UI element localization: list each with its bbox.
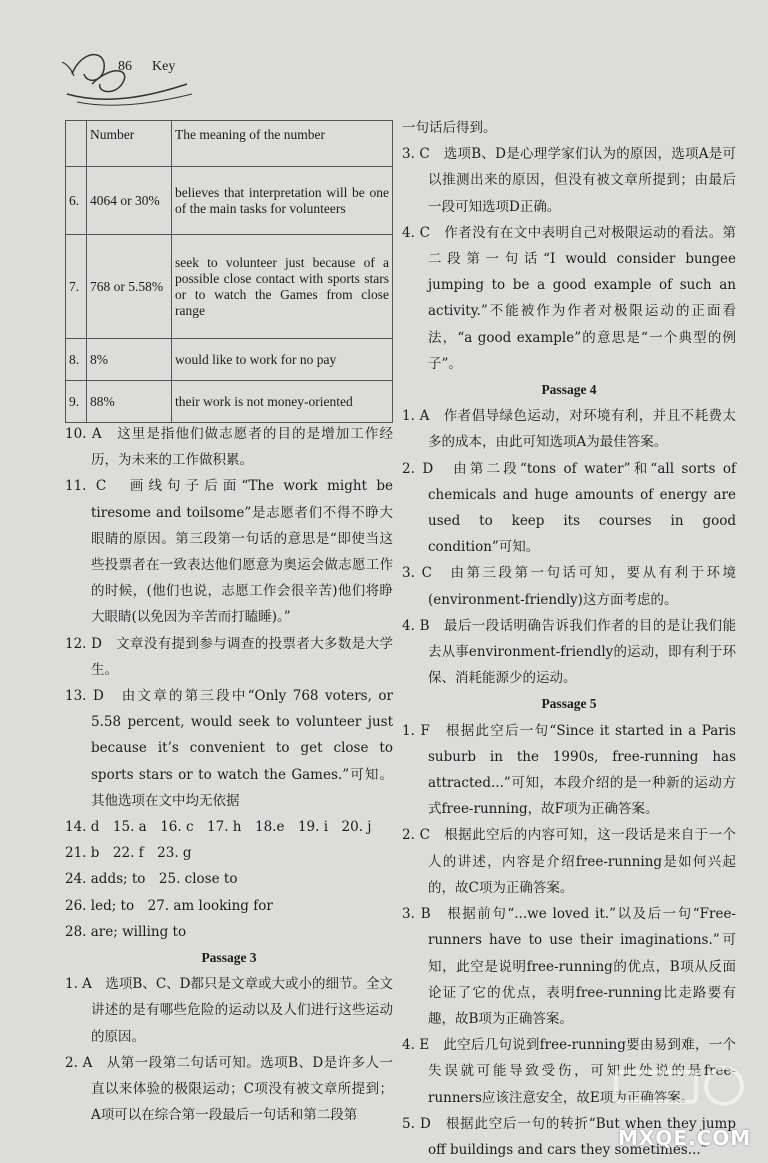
answer-item: 4. B 最后一段话明确告诉我们作者的目的是让我们能去从事environment-friendly的运动，即有利于环保、消耗能源少的运动。: [402, 617, 736, 687]
answer-item: 2. D 由第二段“tons of water”和“all sorts of chemicals and huge amounts of energy are used to keep its courses in good condition”可知。: [402, 460, 736, 556]
table-cell: their work is not money-oriented: [172, 381, 393, 423]
ornament-icon: [62, 44, 202, 114]
table-cell: 768 or 5.58%: [87, 235, 172, 339]
page-header: [62, 44, 202, 114]
table-cell: believes that interpretation will be one of the main tasks for volunteers: [172, 167, 393, 235]
answer-item: 4. C 作者没有在文中表明自己对极限运动的看法。第二段第一句话“I would consider bungee jumping to be a good example of such an activity.”不能被作为作者对极限运动的正面看法，“a good example”的意思是“一个典型的例子”。: [402, 224, 736, 372]
table-row: [66, 235, 393, 339]
answer-item: 26. led; to 27. am looking for: [65, 897, 273, 914]
passage-heading: Passage 3: [201, 950, 257, 966]
table-cell: 6.: [66, 167, 87, 235]
table-row: [66, 381, 393, 423]
answer-item: 12. D 文章没有提到参与调查的投票者大多数是大学生。: [65, 635, 393, 678]
answer-item: 11. C 画线句子后面“The work might be tiresome and toilsome”是志愿者们不得不睁大眼睛的原因。第三段第一句话的意思是“即使当这些投票者在一致表达他们愿意为奥运会做志愿工作的时候，(他们也说，志愿工作会很辛苦)他们将睁大眼睛(以免因为辛苦而打瞌睡)。”: [65, 478, 393, 626]
answer-item: 5. D 根据此空后一句的转折“But when they jump off buildings and cars they sometimes...”: [402, 1115, 736, 1158]
table-cell: 7.: [66, 235, 87, 339]
table-cell: 8.: [66, 339, 87, 381]
answer-item: 3. B 根据前句“...we loved it.”以及后一句“Free-runners have to use their imaginations.”可知，此空是说明free-running的优点，B项从反面论证了它的优点，表明free-running比走路要有趣，故B项为正确答案。: [402, 906, 736, 1027]
watermark-text: MXQE.COM: [618, 1126, 752, 1150]
table-header: The meaning of the number: [172, 121, 393, 167]
answer-item: 10. A 这里是指他们做志愿者的目的是增加工作经历，为未来的工作做积累。: [65, 426, 393, 469]
page-number: 86: [118, 59, 132, 74]
answer-item: 一句话后得到。: [402, 120, 497, 136]
passage-heading: Passage 4: [541, 382, 597, 398]
table-cell: [66, 121, 87, 167]
answer-item: 14. d 15. a 16. c 17. h 18.e 19. i 20. j: [65, 819, 372, 836]
table-cell: would like to work for no pay: [172, 339, 393, 381]
answer-item: 24. adds; to 25. close to: [65, 871, 238, 888]
table-cell: 8%: [87, 339, 172, 381]
table-row: [66, 167, 393, 235]
table-cell: 88%: [87, 381, 172, 423]
table-header-row: [66, 121, 393, 167]
answer-item: 4. E 此空后几句说到free-running要由易到难，一个失误就可能导致受伤，可知此处说的是free-runners应该注意安全，故E项为正确答案。: [402, 1037, 736, 1106]
table-cell: 9.: [66, 381, 87, 423]
answer-table: [65, 120, 393, 423]
header-label: Key: [152, 59, 176, 74]
answer-item: 2. C 根据此空后的内容可知，这一段话是来自于一个人的讲述，内容是介绍free-running是如何兴起的，故C项为正确答案。: [402, 827, 736, 896]
answer-item: 21. b 22. f 23. g: [65, 845, 192, 862]
table-cell: 4064 or 30%: [87, 167, 172, 235]
answer-item: 1. A 选项B、C、D都只是文章或大或小的细节。全文讲述的是有哪些危险的运动以及人们进行这些运动的原因。: [65, 976, 393, 1045]
answer-item: 13. D 由文章的第三段中“Only 768 voters, or 5.58 percent, would seek to volunteer just because it’s convenient to get close to sports stars or to watch the Games.”可知。其他选项在文中均无依据: [65, 688, 393, 809]
table-header: Number: [87, 121, 172, 167]
answer-item: 1. F 根据此空后一句“Since it started in a Paris suburb in the 1990s, free-running has attracted...”可知，本段介绍的是一种新的运动方式free-running，故F项为正确答案。: [402, 722, 736, 818]
right-column: [402, 115, 736, 1163]
table-row: [66, 339, 393, 381]
answer-item: 2. A 从第一段第二句话可知。选项B、D是许多人一直以来体验的极限运动；C项没有被文章所提到；A项可以在综合第一段最后一句话和第二段第: [65, 1054, 393, 1124]
answer-item: 3. C 由第三段第一句话可知，要从有利于环境(environment-friendly)这方面考虑的。: [402, 565, 736, 608]
passage-heading: Passage 5: [541, 696, 597, 712]
answer-item: 1. A 作者倡导绿色运动，对环境有利，并且不耗费太多的成本，由此可知选项A为最佳答案。: [402, 408, 736, 451]
answer-item: 28. are; willing to: [65, 923, 187, 940]
answer-item: 3. C 选项B、D是心理学家们认为的原因，选项A是可以推测出来的原因，但没有被文章所提到；由最后一段可知选项D正确。: [402, 146, 736, 215]
table-cell: seek to volunteer just because of a possible close contact with sports stars or to watch the Games from close range: [172, 235, 393, 339]
left-column: [65, 421, 393, 1128]
